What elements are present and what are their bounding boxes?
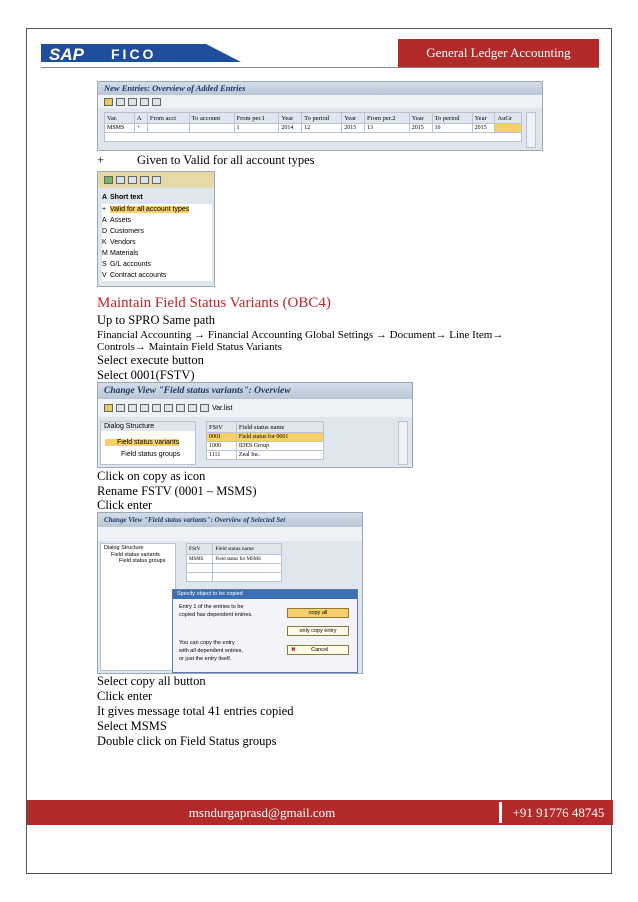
col-header: From per.1	[234, 113, 279, 124]
find-icon[interactable]	[128, 176, 137, 184]
window-title: Change View "Field status variants": Overview	[98, 383, 412, 399]
list-toolbar	[98, 172, 214, 188]
item-key: A	[102, 217, 107, 224]
dialog-structure-panel	[100, 543, 176, 671]
toolbar	[98, 527, 362, 541]
table-cell[interactable]: 2014	[279, 124, 302, 133]
table-cell[interactable]	[189, 124, 234, 133]
copy-popup	[172, 589, 358, 673]
select-all-icon[interactable]	[176, 404, 185, 412]
varlist-button[interactable]: Var.list	[212, 404, 233, 412]
instruction-enter: Click enter	[97, 498, 153, 512]
item-text: Materials	[110, 250, 139, 257]
delete-icon[interactable]	[152, 404, 161, 412]
dialog-structure-panel	[100, 421, 196, 465]
popup-message-5: or just the entry itself.	[179, 656, 232, 662]
list-item[interactable]	[102, 259, 212, 270]
item-key: K	[102, 239, 107, 246]
toolbar	[98, 399, 412, 417]
table-cell[interactable]: 12	[302, 124, 342, 133]
footer-divider	[499, 802, 502, 823]
tree-item-groups[interactable]: Field status groups	[121, 451, 181, 458]
menu-path-1: Financial Accounting → Financial Accounting Global Settings → Document→ Line Item→	[97, 329, 504, 341]
section-heading: Maintain Field Status Variants (OBC4)	[97, 295, 331, 311]
variants-table	[206, 421, 324, 460]
table-header	[105, 113, 522, 124]
cell-name[interactable]: Zeal Inc.	[236, 451, 323, 460]
item-text: G/L accounts	[110, 261, 151, 268]
list-item[interactable]	[102, 248, 212, 259]
footer-email: msndurgaprasd@gmail.com	[188, 804, 336, 820]
header-title: General Ledger Accounting	[398, 39, 599, 67]
col-header: Year	[279, 113, 302, 124]
list-item[interactable]	[102, 204, 212, 215]
popup-title: Specify object to be copied	[173, 590, 357, 599]
dialog-structure-title: Dialog Structure	[104, 545, 144, 551]
copy-all-button[interactable]: copy all	[287, 608, 349, 618]
item-key: V	[102, 272, 107, 279]
table-cell[interactable]: 2015	[472, 124, 495, 133]
selected-set-screenshot	[97, 512, 363, 674]
page-footer	[27, 800, 613, 825]
tree-item-variants[interactable]: Field status variants	[105, 439, 179, 446]
instruction-select-msms: Select MSMS	[97, 719, 167, 733]
item-text: Contract accounts	[110, 272, 167, 279]
pencil-icon[interactable]	[104, 98, 113, 106]
vertical-scrollbar[interactable]	[526, 112, 536, 148]
col-header: To period	[302, 113, 342, 124]
col-header: From per.2	[364, 113, 409, 124]
footer-phone: +91 91776 48745	[512, 804, 605, 820]
cell-name[interactable]: IDES Group	[236, 442, 323, 451]
menu-path-2: Controls→ Maintain Field Status Variants	[97, 341, 282, 353]
header-key: A	[102, 194, 108, 201]
copy-as-icon[interactable]	[140, 404, 149, 412]
table-row	[105, 124, 522, 133]
col-name: Field status name	[213, 544, 282, 555]
col-header: Var.	[105, 113, 135, 124]
table-header	[187, 544, 282, 555]
window-title: New Entries: Overview of Added Entries	[98, 82, 542, 95]
table-cell[interactable]	[495, 124, 522, 133]
cell-fstv[interactable]: 1000	[207, 442, 237, 451]
instruction-copy: Click on copy as icon	[97, 469, 206, 483]
table-cell[interactable]	[147, 124, 189, 133]
list-item[interactable]	[102, 237, 212, 248]
table-row-empty	[105, 133, 522, 142]
popup-message-4: with all dependent entries,	[179, 648, 243, 654]
select-block-icon[interactable]	[188, 404, 197, 412]
cell-name[interactable]: Field status for MSMS	[213, 555, 282, 564]
print-icon[interactable]	[152, 176, 161, 184]
table-cell[interactable]: 13	[364, 124, 409, 133]
undo-icon[interactable]	[164, 404, 173, 412]
table-row-empty	[187, 564, 282, 573]
document-page	[26, 28, 612, 874]
instruction-copy-all: Select copy all button	[97, 674, 206, 688]
tree-item-groups[interactable]: Field status groups	[119, 558, 166, 564]
cell-fstv[interactable]: 0001	[207, 433, 237, 442]
dialog-structure-title: Dialog Structure	[101, 422, 195, 431]
path-note: Up to SPRO Same path	[97, 313, 216, 327]
instruction-rename: Rename FSTV (0001 – MSMS)	[97, 484, 257, 498]
toolbar	[98, 95, 542, 108]
window-title: Change View "Field status variants": Overview of Selected Set	[98, 513, 362, 527]
delete-icon[interactable]	[128, 98, 137, 106]
col-header: To account	[189, 113, 234, 124]
table-row-empty	[187, 573, 282, 582]
deselect-icon[interactable]	[152, 98, 161, 106]
instruction-double-click: Double click on Field Status groups	[97, 734, 277, 748]
valid-symbol: +	[97, 153, 105, 167]
item-text: Customers	[110, 228, 144, 235]
table-cell[interactable]: 16	[432, 124, 472, 133]
sort-icon[interactable]	[140, 176, 149, 184]
select-all-icon[interactable]	[140, 98, 149, 106]
table-cell[interactable]: 2015	[409, 124, 432, 133]
copy-icon[interactable]	[116, 98, 125, 106]
vertical-scrollbar[interactable]	[398, 421, 408, 465]
table-cell[interactable]: +	[134, 124, 147, 133]
list-header	[102, 194, 212, 204]
col-header: AuGr	[495, 113, 522, 124]
popup-message-1: Entry 1 of the entries to be	[179, 604, 244, 610]
item-key: D	[102, 228, 108, 235]
display-icon[interactable]	[116, 404, 125, 412]
tree-item-variants[interactable]: Field status variants	[111, 552, 160, 558]
item-key: +	[102, 206, 107, 213]
popup-message-2: copied has dependent entries.	[179, 612, 253, 618]
list-item[interactable]	[102, 215, 212, 226]
cell-fstv[interactable]: MSMS	[187, 555, 213, 564]
table-row[interactable]	[207, 451, 324, 460]
table-row[interactable]	[207, 442, 324, 451]
table-cell[interactable]: 1	[234, 124, 279, 133]
col-name: Field status name	[236, 422, 323, 433]
list-item[interactable]	[102, 226, 212, 237]
instruction-enter-2: Click enter	[97, 689, 153, 703]
col-header: Year	[409, 113, 432, 124]
cancel-button[interactable]	[287, 645, 349, 655]
selected-set-table	[186, 543, 282, 582]
item-key: M	[102, 250, 108, 257]
table-cell[interactable]: 2015	[342, 124, 365, 133]
table-row[interactable]	[207, 433, 324, 442]
list-item[interactable]	[102, 270, 212, 281]
item-text: Vendors	[110, 239, 136, 246]
sap-fico-logo	[41, 41, 241, 65]
instruction-execute: Select execute button	[97, 353, 204, 367]
instruction-message: It gives message total 41 entries copied	[97, 704, 294, 718]
new-entries-icon[interactable]	[128, 404, 137, 412]
valid-caption: Given to Valid for all account types	[137, 153, 315, 167]
deselect-icon[interactable]	[200, 404, 209, 412]
svg-text:FICO: FICO	[111, 46, 157, 62]
item-text: Assets	[110, 217, 132, 224]
header-text: Short text	[110, 194, 143, 201]
col-header: To period	[432, 113, 472, 124]
instruction-select: Select 0001(FSTV)	[97, 368, 195, 382]
col-fstv: FStV	[207, 422, 237, 433]
cell-name[interactable]: Field status for 0001	[236, 433, 323, 442]
cancel-icon: ✖	[291, 647, 296, 653]
check-icon[interactable]	[104, 176, 113, 184]
col-header: Year	[342, 113, 365, 124]
field-status-variants-screenshot	[97, 382, 413, 468]
cell-fstv[interactable]: 1111	[207, 451, 237, 460]
popup-message-3: You can copy the entry	[179, 640, 235, 646]
col-header: Year	[472, 113, 495, 124]
pencil-icon[interactable]	[104, 404, 113, 412]
only-copy-entry-button[interactable]: only copy entry	[287, 626, 349, 636]
table-row[interactable]	[187, 555, 282, 564]
page-header	[27, 39, 613, 67]
col-header: From acct	[147, 113, 189, 124]
item-key: S	[102, 261, 107, 268]
short-text-list	[102, 194, 212, 281]
cancel-label: Cancel	[311, 647, 329, 653]
table-header	[207, 422, 324, 433]
svg-text:SAP: SAP	[49, 45, 84, 64]
col-header: A	[134, 113, 147, 124]
cancel-icon[interactable]	[116, 176, 125, 184]
header-divider	[41, 67, 599, 68]
table-cell[interactable]: MSMS	[105, 124, 135, 133]
account-type-list-screenshot	[97, 171, 215, 287]
col-fstv: FStV	[187, 544, 213, 555]
entries-table	[104, 112, 522, 142]
new-entries-screenshot	[97, 81, 543, 151]
item-text: Valid for all account types	[110, 206, 190, 213]
